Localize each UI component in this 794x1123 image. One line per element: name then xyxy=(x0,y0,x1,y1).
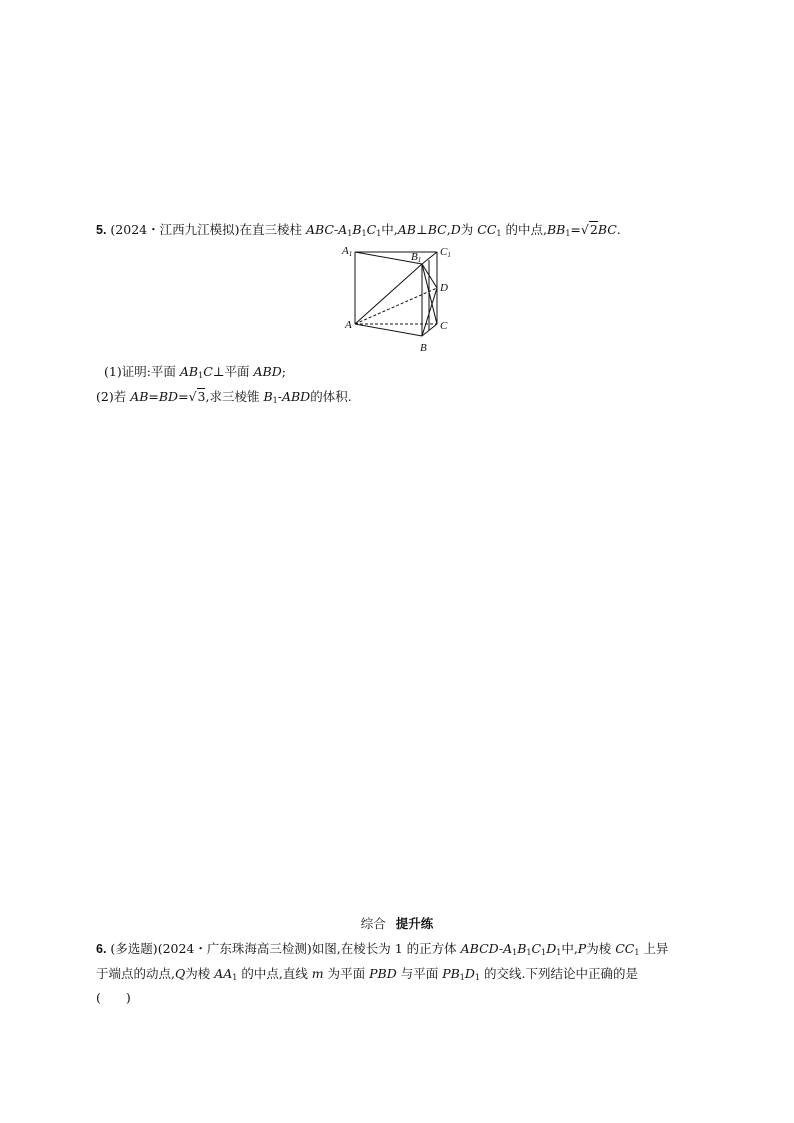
text: 与平面 xyxy=(396,966,443,981)
label-a: A xyxy=(345,319,352,331)
problem-6-tag: (多选题) xyxy=(110,941,158,956)
math: C xyxy=(366,222,377,237)
math: ABC-A xyxy=(305,222,348,237)
sqrt-value: 3 xyxy=(197,389,206,404)
math: BB xyxy=(546,222,566,237)
label-c1: C1 xyxy=(440,246,451,259)
text: (2)若 xyxy=(96,389,131,404)
heading-left: 综合 xyxy=(360,916,386,931)
sub: 1 xyxy=(198,371,204,380)
text: 中, xyxy=(561,941,578,956)
math: D xyxy=(450,222,461,237)
problem-6-line-1 xyxy=(96,941,668,961)
text: (1)证明:平面 xyxy=(104,364,180,379)
text: . xyxy=(616,222,621,237)
math: PBD xyxy=(369,966,397,981)
text: 的体积. xyxy=(310,389,352,404)
sqrt-value: 2 xyxy=(589,222,598,237)
segment-ad-hidden xyxy=(355,288,437,324)
sub: 1 xyxy=(634,948,640,957)
math: Q xyxy=(174,966,186,981)
problem-5-statement xyxy=(96,222,621,242)
math: ABD xyxy=(253,364,282,379)
math: AA xyxy=(214,966,233,981)
math: BC xyxy=(597,222,617,237)
math: C xyxy=(531,941,542,956)
math: AB xyxy=(179,364,199,379)
sub: 1 xyxy=(496,229,502,238)
math: D xyxy=(546,941,557,956)
math: BC xyxy=(427,222,447,237)
text: ⊥平面 xyxy=(212,364,254,379)
math: -ABD xyxy=(277,389,311,404)
label-d: D xyxy=(440,282,448,294)
text: = xyxy=(570,222,581,237)
math: B xyxy=(517,941,527,956)
question-1 xyxy=(104,364,286,384)
text: 为棱 xyxy=(586,941,616,956)
sub: 1 xyxy=(526,948,532,957)
question-2 xyxy=(96,389,352,409)
math: CC xyxy=(615,941,635,956)
sub: 1 xyxy=(565,229,571,238)
sub: 1 xyxy=(459,973,465,982)
sub: 1 xyxy=(361,229,367,238)
math: D xyxy=(464,966,475,981)
text: 中, xyxy=(381,222,398,237)
heading-right: 提升练 xyxy=(395,916,434,931)
label-b1: B1 xyxy=(411,251,422,264)
label-a1: A1 xyxy=(342,245,353,258)
prism-figure xyxy=(338,240,468,360)
segment-ab1 xyxy=(355,264,422,324)
problem-6-line-2 xyxy=(96,966,638,986)
sub: 1 xyxy=(541,948,547,957)
text: 上异 xyxy=(639,941,669,956)
edge-ab xyxy=(355,324,422,336)
sub: 1 xyxy=(512,948,518,957)
math: m xyxy=(311,966,324,981)
text: 在直三棱柱 xyxy=(239,222,306,237)
math: CC xyxy=(477,222,497,237)
perp-symbol: ⊥ xyxy=(416,222,428,237)
math: B xyxy=(263,389,273,404)
sub: 1 xyxy=(347,229,353,238)
sub: 1 xyxy=(474,973,481,982)
math: C xyxy=(203,364,213,379)
text: 为棱 xyxy=(185,966,215,981)
math: ABCD-A xyxy=(460,941,513,956)
sub: 1 xyxy=(232,973,238,982)
answer-blank: ( ) xyxy=(96,990,131,1005)
text: , xyxy=(446,222,451,237)
text: ; xyxy=(281,364,286,379)
math: AB=BD= xyxy=(130,389,189,404)
text: ,求三棱锥 xyxy=(205,389,264,404)
sqrt-symbol: √ xyxy=(580,222,589,237)
sub: 1 xyxy=(556,948,562,957)
math: PB xyxy=(442,966,460,981)
text: 的交线.下列结论中正确的是 xyxy=(480,966,638,981)
sub: 1 xyxy=(272,396,278,405)
math: AB xyxy=(397,222,416,237)
problem-5-source: (2024・江西九江模拟) xyxy=(110,222,240,237)
math: P xyxy=(577,941,587,956)
problem-5-number: 5. xyxy=(96,223,107,237)
section-heading xyxy=(0,916,794,932)
text: 如图,在棱长为 1 的正方体 xyxy=(311,941,461,956)
text: 的中点,直线 xyxy=(237,966,312,981)
text: 为平面 xyxy=(323,966,370,981)
text: 于端点的动点, xyxy=(96,966,175,981)
problem-6-number: 6. xyxy=(96,942,107,956)
text: 为 xyxy=(460,222,478,237)
text: 的中点, xyxy=(501,222,547,237)
sqrt-symbol: √ xyxy=(188,389,197,404)
label-b: B xyxy=(420,342,427,354)
sub: 1 xyxy=(376,229,382,238)
math: B xyxy=(352,222,362,237)
label-c: C xyxy=(440,320,448,332)
problem-6-source: (2024・广东珠海高三检测) xyxy=(157,941,312,956)
